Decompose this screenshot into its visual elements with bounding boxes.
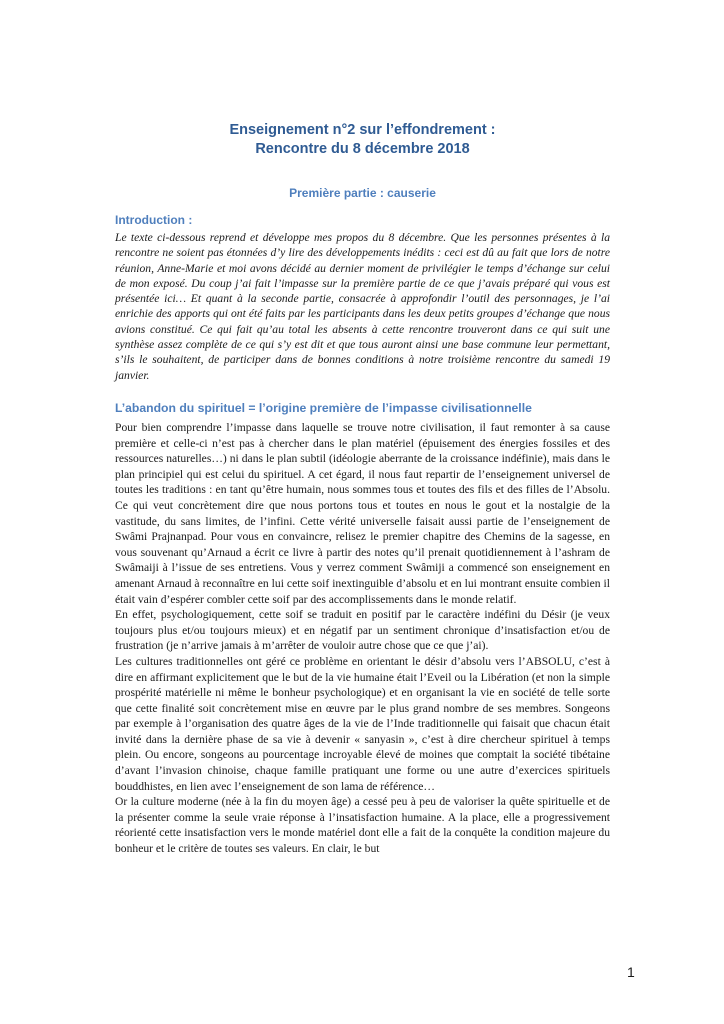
body-paragraph: Les cultures traditionnelles ont géré ce problème en orientant le désir d’absolu vers l’ABSOLU, c’est à dire en affirmant explicitement que le but de la vie humaine était l’Eveil ou la Libération (et non la simple prospérité matérielle ni même le bonheur psychologique) et en organisant la vie en société de telle sorte que cette finalité soit concrètement mise en œuvre par le plus grand nombre de ses membres. Songeons par exemple à l’organisation des quatre âges de la vie de l’Inde traditionnelle qui faisait que chacun était invité dans la dernière phase de sa vie à devenir « sanyasin », c’est à dire chercheur spirituel à temps plein. Ou encore, songeons au pourcentage incroyable élevé de moines que comptait la société tibétaine d’avant l’invasion chinoise, chaque famille pratiquant une forme ou une autre d’exercices spirituels bouddhistes, en lien avec l’enseignement de son lama de référence…	[115, 654, 610, 793]
document-page	[115, 0, 610, 1024]
document-title	[115, 121, 610, 159]
intro-paragraph: Le texte ci-dessous reprend et développe mes propos du 8 décembre. Que les personnes présentes à la rencontre ne soient pas étonnées d’y lire des développements inédits : ceci est dû au fait que lors de notre réunion, Anne-Marie et moi avons décidé au dernier moment de privilégier le temps d’échange sur celui de mon exposé. Du coup j’ai fait l’impasse sur la première partie de ce que j’avais préparé qui vous est présentée ici… Et quant à la seconde partie, consacrée à approfondir l’outil des personnages, je l’ai enrichie des apports qui ont été faits par les participants dans les deux petits groupes d’échange que nous avions constitué. Ce qui fait qu’au total les absents à cette rencontre trouveront dans ce qui suit une synthèse assez complète de ce qui s’y est dit et que tous auront ainsi une base commune leur permettant, s’ils le souhaitent, de participer dans de bonnes conditions à notre troisième rencontre du samedi 19 janvier.	[115, 231, 610, 382]
title-line-2: Rencontre du 8 décembre 2018	[255, 141, 470, 157]
section-body	[115, 420, 610, 857]
body-paragraph: En effet, psychologiquement, cette soif se traduit en positif par le caractère indéfini du Désir (je veux toujours plus et/ou toujours mieux) et en négatif par un sentiment chronique d’insatisfaction et/ou de frustration (je n’arrive jamais à m’arrêter de vouloir autre chose que ce que j’ai).	[115, 608, 610, 653]
body-paragraph: Or la culture moderne (née à la fin du moyen âge) a cessé peu à peu de valoriser la quête spirituelle et de la présenter comme la seule vraie réponse à l’insatisfaction humaine. A la place, elle a progressivement réorienté cette insatisfaction vers le monde matériel dont elle a fait de la conquête la condition majeure du bonheur et le critère de toutes ses valeurs. En clair, le but	[115, 795, 610, 856]
title-line-1: Enseignement n°2 sur l’effondrement :	[229, 122, 496, 138]
part-subtitle: Première partie : causerie	[289, 186, 436, 200]
body-paragraph: Pour bien comprendre l’impasse dans laquelle se trouve notre civilisation, il faut remonter à sa cause première et celle-ci n’est pas à chercher dans le plan matériel (épuisement des énergies fossiles et des ressources naturelles…) ni dans le plan subtil (idéologie aberrante de la croissance indéfinie), mais dans le plan principiel qui est celui du spirituel. A cet égard, il nous faut repartir de l’enseignement universel de toutes les traditions : en tant qu’être humain, nous sommes tous et toutes des fils et des filles de l’Absolu. Ce qui veut concrètement dire que nous portons tous et toutes en nous le gout et la nostalgie de la vastitude, du sans limites, de l’infini. Cette vérité universelle faisait aussi partie de l’enseignement de Swâmi Prajnanpad. Pour vous en convaincre, relisez le premier chapitre des Chemins de la sagesse, en vous souvenant qu’Arnaud a écrit ce livre à partir des notes qu’il prenait quotidiennement à l’ashram de Swâmaiji à l’issue de ses entretiens. Vous y verrez comment Swâmiji a commencé son enseignement en amenant Arnaud à reconnaître en lui cette soif inextinguible d’absolu et en lui montrant ensuite combien il était vain d’espérer combler cette soif par des accomplissements dans le monde relatif.	[115, 421, 610, 606]
page-number: 1	[627, 964, 635, 980]
intro-heading: Introduction :	[115, 213, 193, 227]
section-heading: L’abandon du spirituel = l’origine première de l’impasse civilisationnelle	[115, 401, 532, 415]
